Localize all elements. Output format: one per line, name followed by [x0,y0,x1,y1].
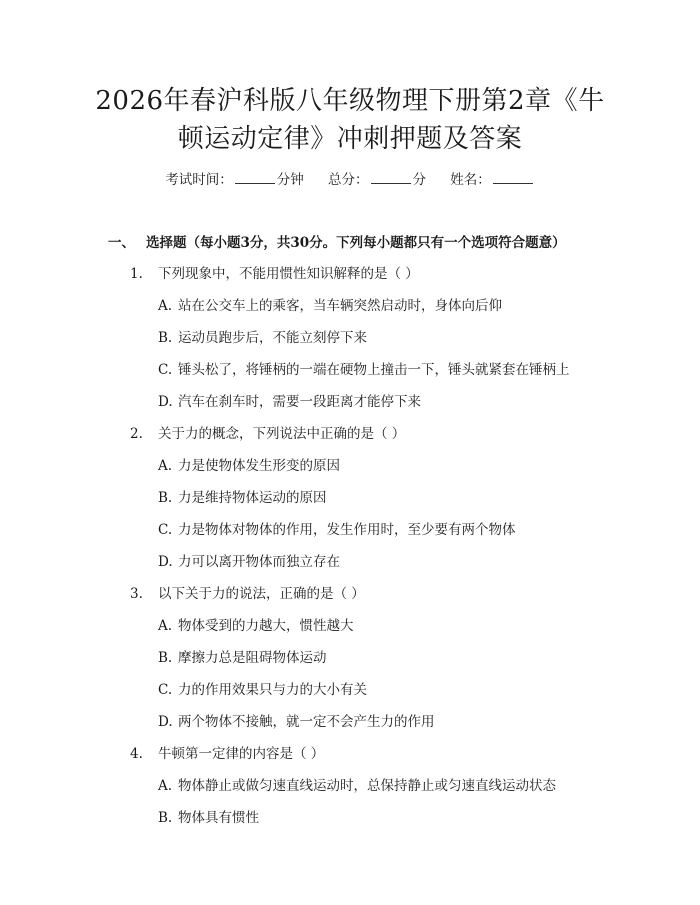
option-letter: B. [158,650,173,666]
option-letter: D. [158,714,173,730]
question-1-option-a [158,294,502,314]
option-text: 锤头松了，将锤柄的一端在硬物上撞击一下，锤头就紧套在锤柄上 [178,362,570,378]
option-text: 力的作用效果只与力的大小有关 [178,682,367,698]
total-score-blank [371,171,411,184]
document-title [60,82,640,158]
question-2-option-a [158,454,340,474]
question-4-option-b [158,806,259,826]
section-number: 一、 [108,235,135,251]
total-score-label: 总分： [328,172,369,188]
section-heading [108,231,566,251]
section-heading-text: 选择题（每小题3分，共30分。下列每小题都只有一个选项符合题意） [146,235,566,251]
question-number: 4. [130,746,143,762]
question-number: 1. [130,266,143,282]
total-score-field [328,168,426,188]
question-3-option-d [158,710,435,730]
title-line-2: 顿运动定律》冲刺押题及答案 [177,124,523,154]
question-3-option-c [158,678,367,698]
question-2-option-c [158,518,516,538]
question-3-option-b [158,646,327,666]
option-letter: A. [158,458,173,474]
option-text: 力是使物体发生形变的原因 [178,458,340,474]
exam-info-row [0,168,700,188]
question-1-option-d [158,390,421,410]
option-text: 汽车在刹车时，需要一段距离才能停下来 [178,394,421,410]
student-name-field [450,168,535,188]
option-letter: A. [158,778,173,794]
option-letter: A. [158,618,173,634]
title-line-1: 2026年春沪科版八年级物理下册第2章《牛 [95,86,605,116]
exam-time-label: 考试时间： [165,172,233,188]
question-text: 关于力的概念，下列说法中正确的是（ ） [158,426,406,442]
option-text: 物体静止或做匀速直线运动时，总保持静止或匀速直线运动状态 [178,778,556,794]
option-letter: D. [158,554,173,570]
question-2 [130,422,405,442]
option-letter: D. [158,394,173,410]
question-number: 3. [130,586,143,602]
student-name-label: 姓名： [450,172,491,188]
question-1-option-c [158,358,570,378]
question-3-option-a [158,614,354,634]
exam-time-field [165,168,304,188]
option-letter: C. [158,522,173,538]
question-2-option-d [158,550,340,570]
option-text: 力是物体对物体的作用，发生作用时，至少要有两个物体 [178,522,516,538]
option-text: 运动员跑步后，不能立刻停下来 [178,330,367,346]
question-text: 以下关于力的说法，正确的是（ ） [158,586,365,602]
question-number: 2. [130,426,143,442]
question-3 [130,582,365,602]
question-4-option-a [158,774,556,794]
question-text: 下列现象中，不能用惯性知识解释的是（ ） [158,266,419,282]
option-text: 站在公交车上的乘客，当车辆突然启动时，身体向后仰 [178,298,502,314]
question-4 [130,742,324,762]
question-text: 牛顿第一定律的内容是（ ） [158,746,325,762]
option-text: 两个物体不接触，就一定不会产生力的作用 [178,714,435,730]
question-1-option-b [158,326,367,346]
total-score-unit: 分 [412,172,426,188]
option-letter: C. [158,682,173,698]
option-letter: C. [158,362,173,378]
question-2-option-b [158,486,327,506]
student-name-blank [493,171,533,184]
option-text: 摩擦力总是阻碍物体运动 [178,650,327,666]
exam-time-blank [235,171,275,184]
option-text: 物体受到的力越大，惯性越大 [178,618,354,634]
option-letter: B. [158,330,173,346]
question-1 [130,262,419,282]
option-text: 物体具有惯性 [178,810,259,826]
option-text: 力是维持物体运动的原因 [178,490,327,506]
exam-time-unit: 分钟 [276,172,304,188]
option-text: 力可以离开物体而独立存在 [178,554,340,570]
option-letter: B. [158,810,173,826]
option-letter: A. [158,298,173,314]
option-letter: B. [158,490,173,506]
